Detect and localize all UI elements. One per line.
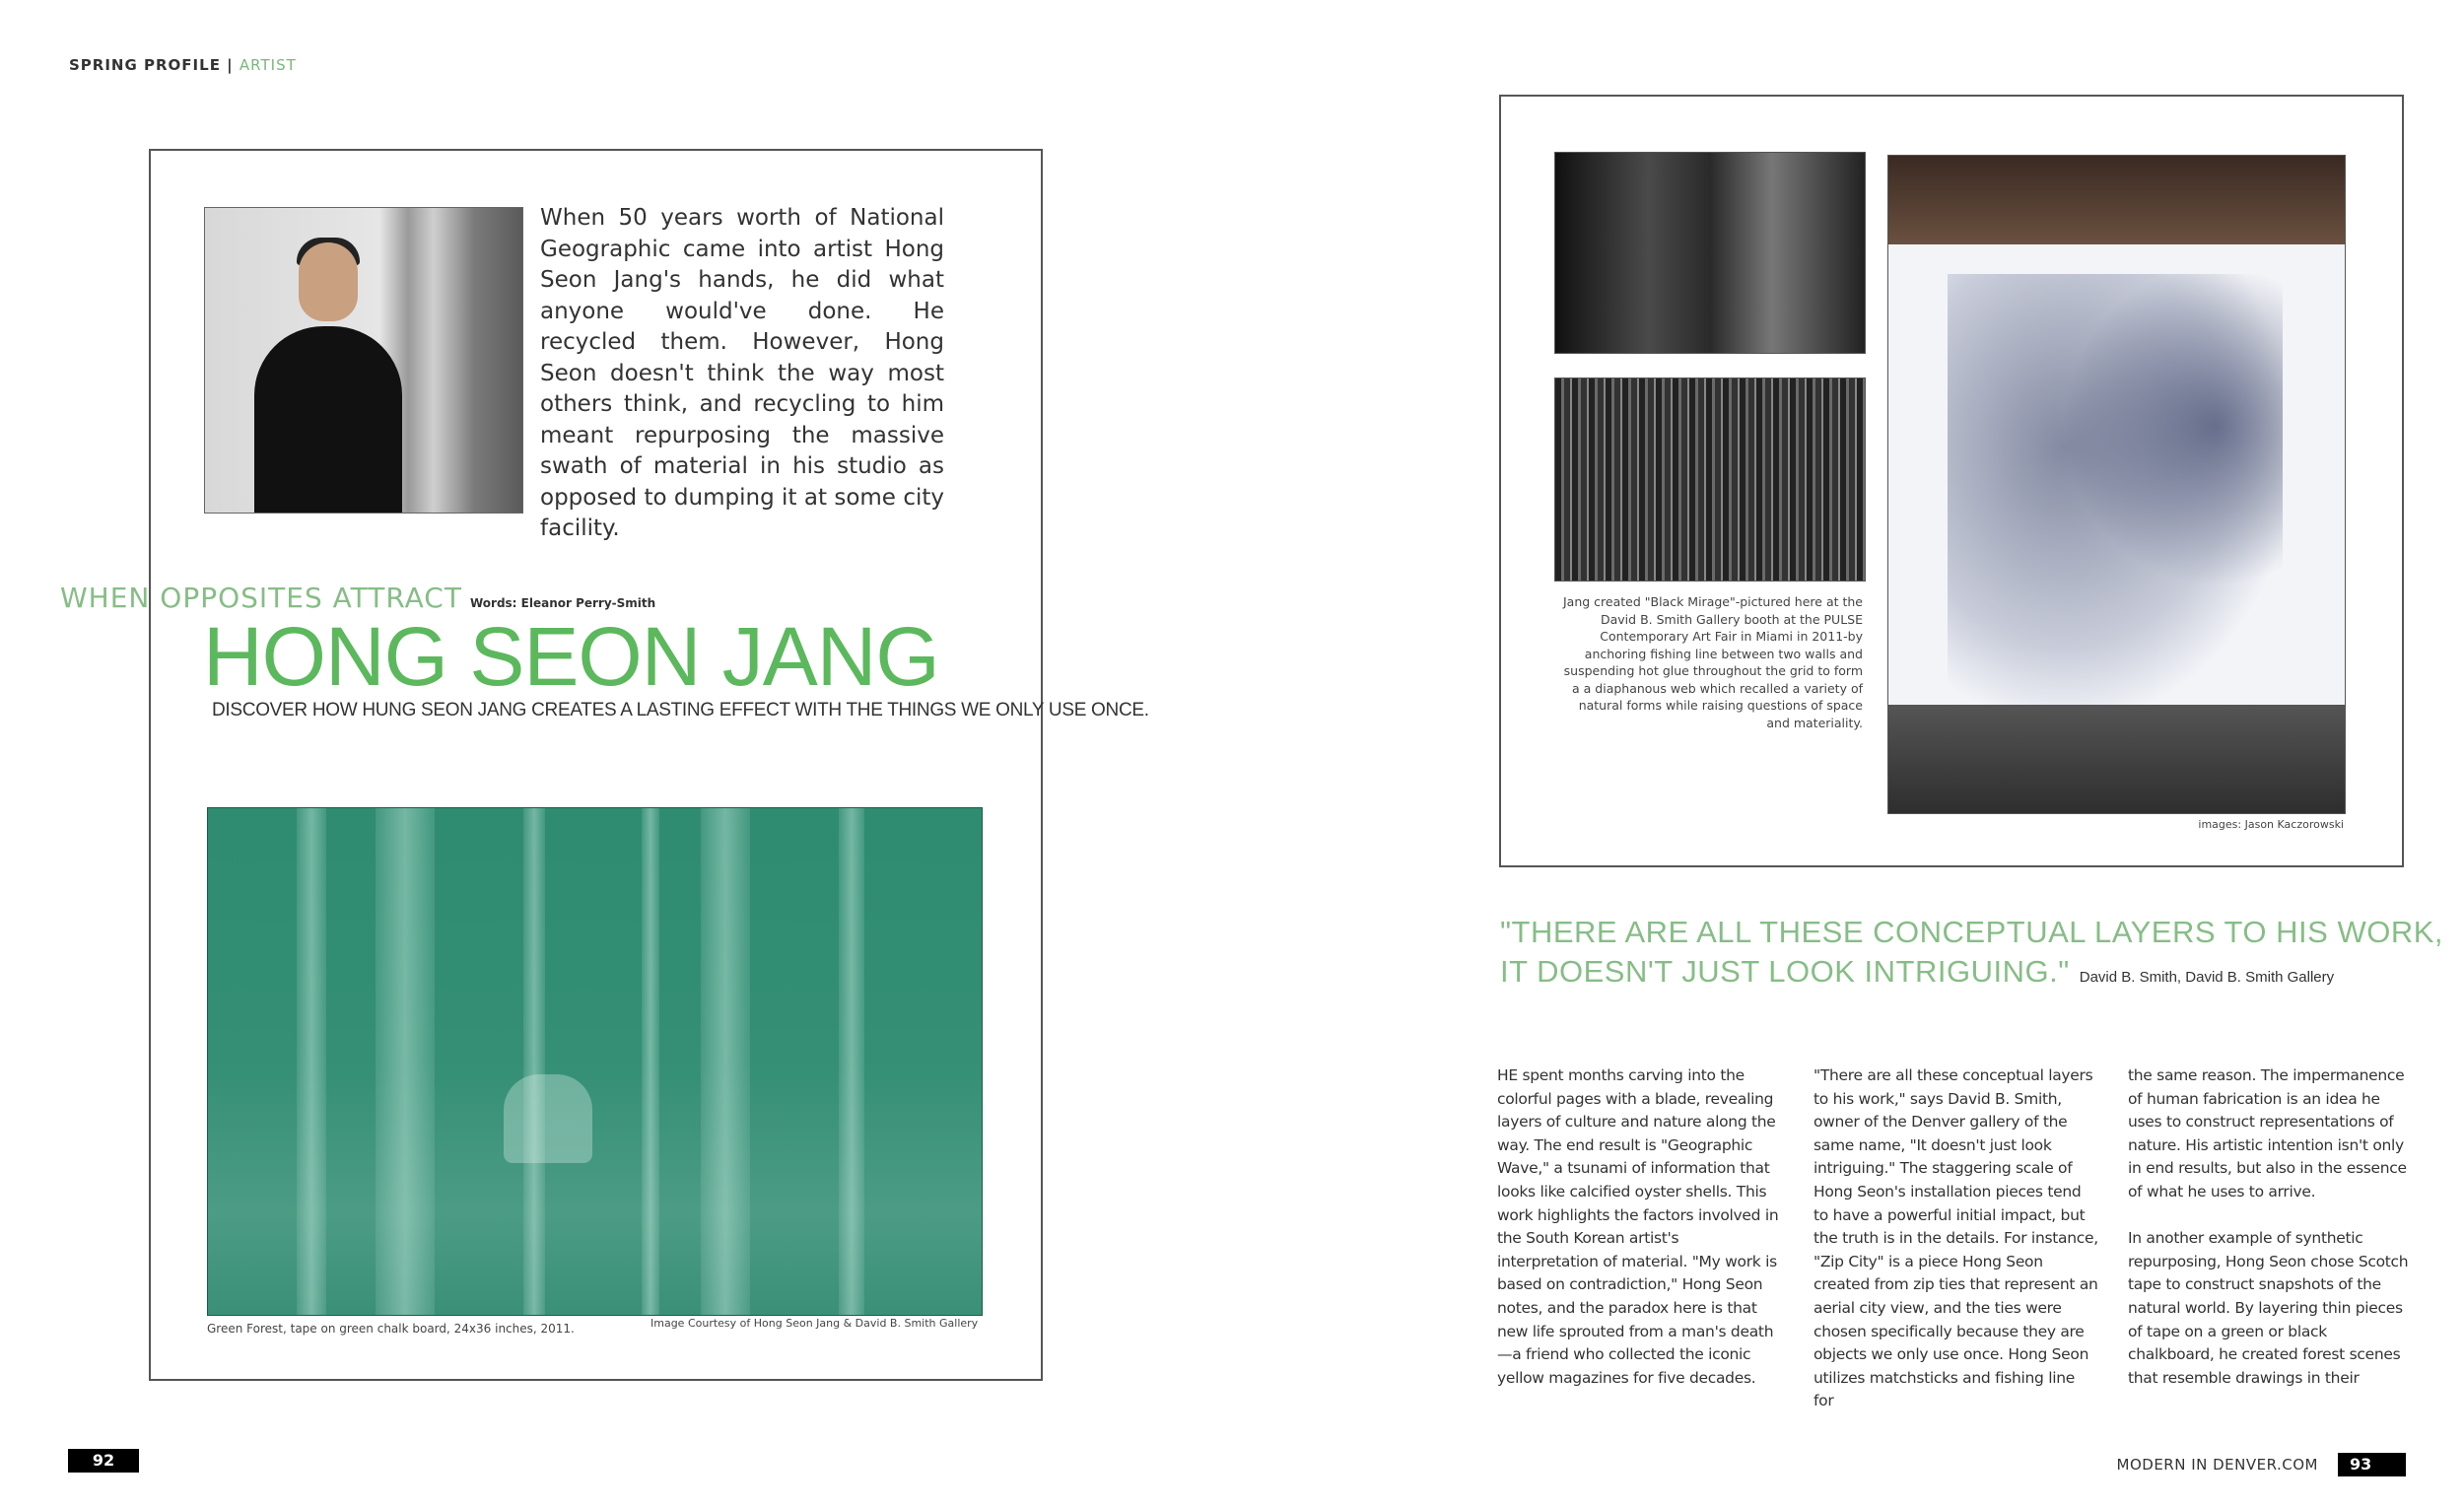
section-header: [69, 56, 297, 74]
separator: |: [220, 56, 240, 74]
article-title: HONG SEON JANG: [203, 610, 939, 703]
paragraph: "There are all these conceptual layers to his work," says David B. Smith, owner of the Denver gallery of the same name, "It doesn't just look intriguing." The staggering scale of Hong Seon's installation pieces tend to have a powerful initial impact, but the truth is in the details. For instance, "Zip City" is a piece Hong Seon created from zip ties that represent an aerial city view, and the ties were chosen specifically because they are objects we only use once. Hong Seon utilizes matchsticks and fishing line for: [1814, 1066, 2098, 1410]
photo-caption: Jang created "Black Mirage"-pictured here at the David B. Smith Gallery booth at the PULSE Contemporary Art Fair in Miami in 2011-by anchoring fishing line between two walls and suspending hot glue throughout the grid to form a a diaphanous web which recalled a variety of natural forms while raising questions of space and materiality.: [1562, 594, 1863, 730]
body-column-2: [1814, 1064, 2099, 1437]
footer-site: MODERN IN DENVER.COM: [2116, 1456, 2318, 1474]
black-mirage-installation-photo: [1887, 155, 2346, 814]
body-column-3: [2128, 1064, 2414, 1413]
portrait-head: [299, 242, 358, 321]
paragraph: the same reason. The impermanence of human fabrication is an idea he uses to construct representations of nature. His artistic intention isn't only in end results, but also in the essence of what he uses to arrive.: [2128, 1066, 2407, 1200]
pull-quote-line-2: IT DOESN'T JUST LOOK INTRIGUING.": [1500, 954, 2070, 989]
artwork-caption: Green Forest, tape on green chalk board, 24x36 inches, 2011.: [207, 1322, 575, 1336]
black-mirage-detail-photo-1: [1554, 152, 1866, 354]
green-forest-artwork: [207, 807, 983, 1316]
black-mirage-detail-photo-2: [1554, 377, 1866, 582]
tree: [642, 808, 659, 1315]
pull-quote-line-1: "THERE ARE ALL THESE CONCEPTUAL LAYERS TO HIS WORK,: [1500, 915, 2443, 949]
artwork-credit: Image Courtesy of Hong Seon Jang & David B. Smith Gallery: [650, 1317, 979, 1330]
paragraph: HE spent months carving into the colorful pages with a blade, revealing layers of culture and nature along the way. The end result is "Geographic Wave," a tsunami of information that looks like calcified oyster shells. This work highlights the factors involved in the South Korean artist's interpretation of material. "My work is based on contradiction," Hong Seon notes, and the paradox here is that new life sprouted from a man's death—a friend who collected the iconic yellow magazines for five decades.: [1497, 1066, 1779, 1387]
paragraph: In another example of synthetic repurposing, Hong Seon chose Scotch tape to construct snapshots of the natural world. By layering thin pieces of tape on a green or black chalkboard, he created forest scenes that resemble drawings in their: [2128, 1229, 2409, 1387]
article-dek: DISCOVER HOW HUNG SEON JANG CREATES A LASTING EFFECT WITH THE THINGS WE ONLY USE ONCE.: [212, 700, 1149, 720]
page-number-left: 92: [68, 1449, 139, 1473]
body-column-1: [1497, 1064, 1783, 1413]
tree: [523, 808, 545, 1315]
byline: Words: Eleanor Perry-Smith: [469, 596, 656, 610]
pull-quote-attribution: David B. Smith, David B. Smith Gallery: [2079, 969, 2335, 986]
deer-figure: [504, 1074, 592, 1163]
pull-quote: [1500, 913, 2443, 997]
ceiling: [1888, 156, 2345, 244]
tree: [839, 808, 864, 1315]
tree: [701, 808, 750, 1315]
page-number-right: 93: [2338, 1453, 2406, 1476]
kicker-text: WHEN OPPOSITES ATTRACT: [60, 582, 462, 614]
section-label: SPRING PROFILE: [69, 56, 221, 74]
category-label: ARTIST: [239, 56, 297, 74]
artist-portrait: [204, 207, 523, 514]
tree: [297, 808, 326, 1315]
floor: [1888, 705, 2345, 813]
web-sculpture: [1948, 274, 2283, 708]
photo-credit: images: Jason Kaczorowski: [2198, 818, 2344, 831]
portrait-figure: [254, 326, 402, 514]
tree: [376, 808, 435, 1315]
intro-paragraph: When 50 years worth of National Geographic came into artist Hong Seon Jang's hands, he did what anyone would've done. He recycled them. However, Hong Seon doesn't think the way most others think, and recycling to him meant repurposing the massive swath of material in his studio as opposed to dumping it at some city facility.: [540, 205, 944, 541]
